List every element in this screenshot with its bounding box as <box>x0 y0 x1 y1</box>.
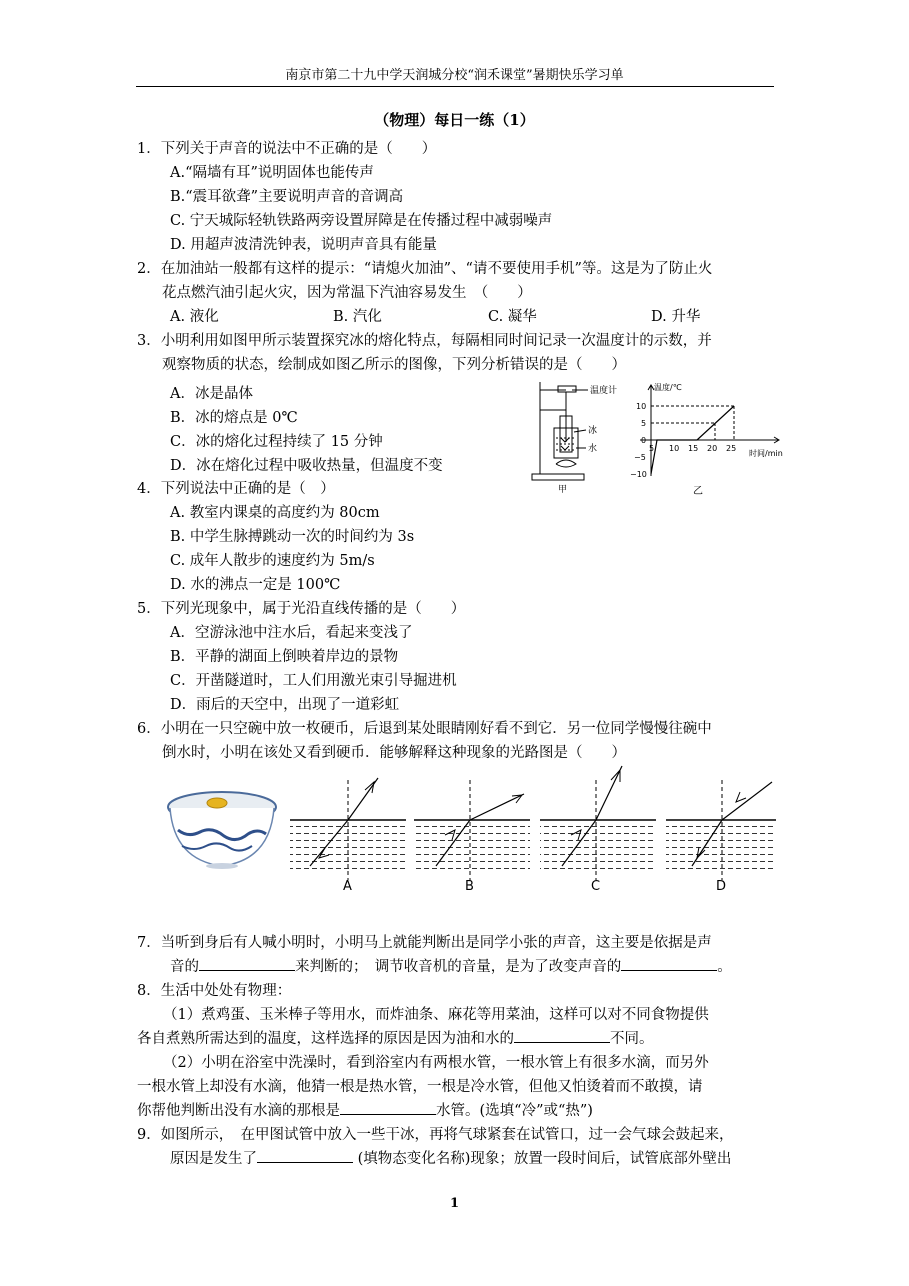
q5-option-c: C．开凿隧道时，工人们用激光束引导掘进机 <box>170 673 457 689</box>
q1-option-d: D. 用超声波清洗钟表，说明声音具有能量 <box>170 237 437 253</box>
q9-blank-1[interactable] <box>257 1148 353 1163</box>
q2-option-c: C. 凝华 <box>488 309 537 325</box>
q7-line1: 7．当听到身后有人喊小明时，小明马上就能判断出是同学小张的声音，这主要是依据是声 <box>137 935 712 951</box>
q2-option-b: B. 汽化 <box>333 309 382 325</box>
q8-p2-line2: 一根水管上却没有水滴，他猜一根是热水管，一根是冷水管，但他又怕烫着而不敢摸，请 <box>137 1079 703 1095</box>
q7-line2 <box>170 955 732 976</box>
label-yi: 乙 <box>693 486 703 497</box>
diagram-a-label: A <box>343 879 352 894</box>
q6-line1: 6．小明在一只空碗中放一枚硬币，后退到某处眼睛刚好看不到它．另一位同学慢慢往碗中 <box>137 721 712 737</box>
diagram-b-label: B <box>465 879 474 894</box>
x-tick-15: 15 <box>688 444 699 453</box>
header-rule <box>136 86 774 87</box>
q4-stem: 4．下列说法中正确的是（ ） <box>137 481 335 497</box>
q7-text-c: 。 <box>717 959 732 975</box>
q5-option-a: A．空游泳池中注水后，看起来变浅了 <box>170 625 413 641</box>
diagram-c-label: C <box>591 879 601 894</box>
x-tick-5: 5 <box>649 444 655 453</box>
y-tick-10: 10 <box>636 402 647 411</box>
q9-line2 <box>170 1147 731 1168</box>
q9-line1: 9．如图所示， 在甲图试管中放入一些干冰，再将气球紧套在试管口，过一会气球会鼓起来， <box>137 1127 734 1143</box>
melting-graph <box>630 382 783 479</box>
q2-option-a: A. 液化 <box>170 309 219 325</box>
q1-option-a: A.“隔墙有耳”说明固体也能传声 <box>170 165 374 181</box>
q2-line1: 2．在加油站一般都有这样的提示：“请熄火加油”、“请不要使用手机”等。这是为了防止火 <box>137 261 713 277</box>
melting-apparatus <box>532 382 588 480</box>
q4-option-c: C. 成年人散步的速度约为 5m/s <box>170 553 375 569</box>
q4-option-a: A. 教室内课桌的高度约为 80cm <box>170 505 380 521</box>
page-header: 南京市第二十九中学天润城分校“润禾课堂”暑期快乐学习单 <box>285 68 624 83</box>
q3-option-a: A．冰是晶体 <box>170 386 253 402</box>
q1-stem: 1．下列关于声音的说法中不正确的是（ ） <box>137 141 437 157</box>
q3-figure <box>528 376 788 498</box>
diagram-d-label: D <box>716 879 727 894</box>
light-path-diagram-b[interactable] <box>414 780 530 894</box>
q3-option-b: B．冰的熔点是 0℃ <box>170 410 298 426</box>
q2-line2: 花点燃汽油引起火灾，因为常温下汽油容易发生 （ ） <box>162 285 532 301</box>
bowl-with-coin-image <box>168 792 276 869</box>
graph-xlabel: 时间/min <box>749 449 783 458</box>
page-number: 1 <box>449 1196 460 1211</box>
q8-blank-2[interactable] <box>340 1100 436 1115</box>
q5-stem: 5．下列光现象中，属于光沿直线传播的是（ ） <box>137 601 466 617</box>
q8-p1-line2 <box>137 1027 654 1048</box>
light-path-diagram-a[interactable] <box>290 778 406 894</box>
x-tick-20: 20 <box>707 444 718 453</box>
q8-blank-1[interactable] <box>514 1028 610 1043</box>
q8-p1-text: 各自煮熟所需达到的温度，这样选择的原因是因为油和水的 <box>137 1031 514 1047</box>
y-tick-5: 5 <box>641 419 647 428</box>
q4-option-d: D. 水的沸点一定是 100℃ <box>170 577 341 593</box>
page-title: （物理）每日一练（1） <box>374 111 535 129</box>
q9-text-a: 原因是发生了 <box>170 1151 257 1167</box>
light-path-diagram-d[interactable] <box>666 780 776 894</box>
q7-text-a: 音的 <box>170 959 199 975</box>
x-tick-10: 10 <box>669 444 680 453</box>
q8-p2-tail: 水管。(选填“冷”或“热”) <box>436 1103 593 1119</box>
q3-line1: 3．小明利用如图甲所示装置探究冰的熔化特点，每隔相同时间记录一次温度计的示数，并 <box>137 333 712 349</box>
q8-p2-line1: （2）小明在浴室中洗澡时，看到浴室内有两根水管，一根水管上有很多水滴，而另外 <box>163 1055 709 1071</box>
q5-option-b: B．平静的湖面上倒映着岸边的景物 <box>170 649 399 665</box>
label-water: 水 <box>588 444 598 454</box>
q9-text-b: (填物态变化名称)现象；放置一段时间后，试管底部外壁出 <box>353 1151 732 1167</box>
label-ice: 冰 <box>588 426 598 436</box>
light-path-diagram-c[interactable] <box>540 766 656 894</box>
q3-option-c: C．冰的熔化过程持续了 15 分钟 <box>170 434 383 450</box>
q1-option-c: C. 宁天城际轻轨铁路两旁设置屏障是在传播过程中减弱噪声 <box>170 213 553 229</box>
y-tick-neg5: −5 <box>634 453 646 462</box>
label-jia: 甲 <box>558 485 568 495</box>
q7-text-b: 来判断的； 调节收音机的音量，是为了改变声音的 <box>295 959 622 975</box>
q1-option-b: B.“震耳欲聋”主要说明声音的音调高 <box>170 189 404 205</box>
q8-p1-tail: 不同。 <box>610 1031 654 1047</box>
label-thermometer: 温度计 <box>590 386 618 396</box>
q7-blank-2[interactable] <box>621 956 717 971</box>
q8-stem: 8．生活中处处有物理： <box>137 983 292 999</box>
q8-p1-line1: （1）煮鸡蛋、玉米棒子等用水，而炸油条、麻花等用菜油，这样可以对不同食物提供 <box>163 1007 709 1023</box>
q8-p2-text: 你帮他判断出没有水滴的那根是 <box>137 1103 340 1119</box>
q4-option-b: B. 中学生脉搏跳动一次的时间约为 3s <box>170 529 415 545</box>
q3-option-d: D．冰在熔化过程中吸收热量，但温度不变 <box>170 458 443 474</box>
q5-option-d: D．雨后的天空中，出现了一道彩虹 <box>170 697 400 713</box>
x-tick-25: 25 <box>726 444 737 453</box>
q6-figures <box>160 760 780 900</box>
q3-line2: 观察物质的状态，绘制成如图乙所示的图像，下列分析错误的是（ ） <box>162 357 626 373</box>
y-tick-0: 0 <box>641 436 647 445</box>
graph-ylabel: 温度/℃ <box>654 383 682 392</box>
q8-p2-line3 <box>137 1099 593 1120</box>
q6-line2: 倒水时，小明在该处又看到硬币．能够解释这种现象的光路图是（ ） <box>162 745 626 761</box>
q7-blank-1[interactable] <box>199 956 295 971</box>
y-tick-neg10: −10 <box>630 470 647 479</box>
q2-option-d: D. 升华 <box>651 309 701 325</box>
